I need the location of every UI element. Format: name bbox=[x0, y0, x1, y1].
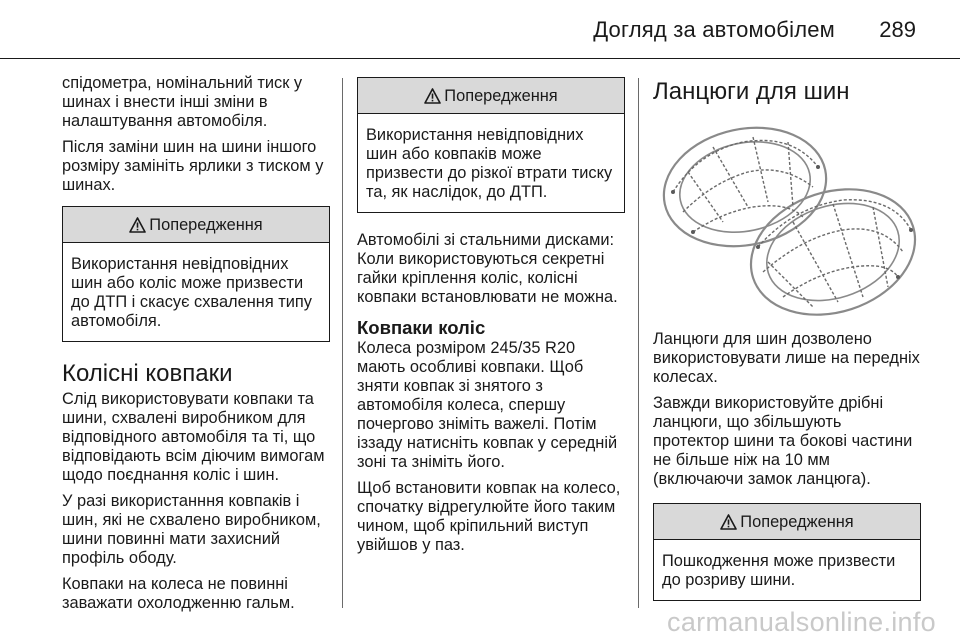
subsection-title: Ковпаки коліс bbox=[357, 317, 486, 338]
paragraph: Ланцюги для шин дозволено використовувати лише на передніх колесах. bbox=[653, 330, 920, 386]
paragraph: Колеса розміром 245/35 R20 мають особливі ковпаки. Щоб зняти ковпак зі знятого з автомобіля колеса, спершу почергово зніміть важелі. Потім іззаду натисніть ковпак у середній зоні та зніміть його. bbox=[357, 339, 618, 471]
column-divider-1 bbox=[342, 78, 343, 608]
warning-text: Використання невідповідних шин або ковпаків може призвести до різкої втрати тиску та, як наслідок, до ДТП. bbox=[366, 126, 613, 201]
warning-triangle-icon bbox=[424, 81, 441, 117]
warning-header bbox=[654, 504, 920, 540]
warning-text: Використання невідповідних шин або коліс може призвести до ДТП і скасує схвалення типу автомобіля. bbox=[71, 255, 313, 330]
section-title: Ланцюги для шин bbox=[653, 78, 850, 105]
paragraph: Після заміни шин на шини іншого розміру замініть ярлики з тиском у шинах. bbox=[62, 138, 324, 194]
warning-box bbox=[653, 503, 921, 601]
page-header bbox=[0, 0, 960, 58]
paragraph: спідометра, номінальний тиск у шинах і внести інші зміни в налаштування автомобіля. bbox=[62, 74, 303, 130]
page-number: 289 bbox=[879, 17, 916, 42]
column-3 bbox=[653, 78, 921, 615]
warning-box bbox=[357, 77, 625, 213]
warning-triangle-icon bbox=[720, 507, 737, 543]
column-divider-2 bbox=[638, 78, 639, 608]
paragraph: Автомобілі зі стальними дисками: Коли використовуються секретні гайки кріплення коліс, колісні ковпаки встановлювати не можна. bbox=[357, 231, 618, 306]
warning-box bbox=[62, 206, 330, 342]
warning-title: Попередження bbox=[444, 87, 558, 105]
warning-header bbox=[358, 78, 624, 114]
paragraph: Ковпаки на колеса не повинні заважати охолодженню гальм. bbox=[62, 575, 295, 612]
header-divider bbox=[0, 58, 960, 59]
column-2 bbox=[357, 67, 625, 562]
warning-title: Попередження bbox=[149, 216, 263, 234]
warning-text: Пошкодження може призвести до розриву шини. bbox=[662, 552, 896, 589]
watermark: carmanualsonline.info bbox=[667, 607, 936, 637]
warning-header bbox=[63, 207, 329, 243]
paragraph: Слід використовувати ковпаки та шини, схвалені виробником для відповідного автомобіля та ті, що відповідають всім діючим вимогам щодо поєднання коліс і шин. bbox=[62, 390, 325, 484]
paragraph: У разі використанння ковпаків і шин, які не схвалено виробником, шини повинні мати захисний профіль ободу. bbox=[62, 492, 321, 567]
paragraph: Щоб встановити ковпак на колесо, спочатку відрегулюйте його таким чином, щоб кріпильний виступ увійшов у паз. bbox=[357, 479, 621, 554]
warning-triangle-icon bbox=[129, 210, 146, 246]
tire-chains-illustration bbox=[653, 112, 921, 322]
paragraph: Завжди використовуйте дрібні ланцюги, що збільшують протектор шини та бокові частини не більше ніж на 10 мм (включаючи замок ланцюга). bbox=[653, 394, 913, 488]
section-title: Колісні ковпаки bbox=[62, 360, 233, 387]
warning-title: Попередження bbox=[740, 513, 854, 531]
page-title: Догляд за автомобілем bbox=[593, 17, 835, 42]
column-1 bbox=[62, 74, 330, 620]
